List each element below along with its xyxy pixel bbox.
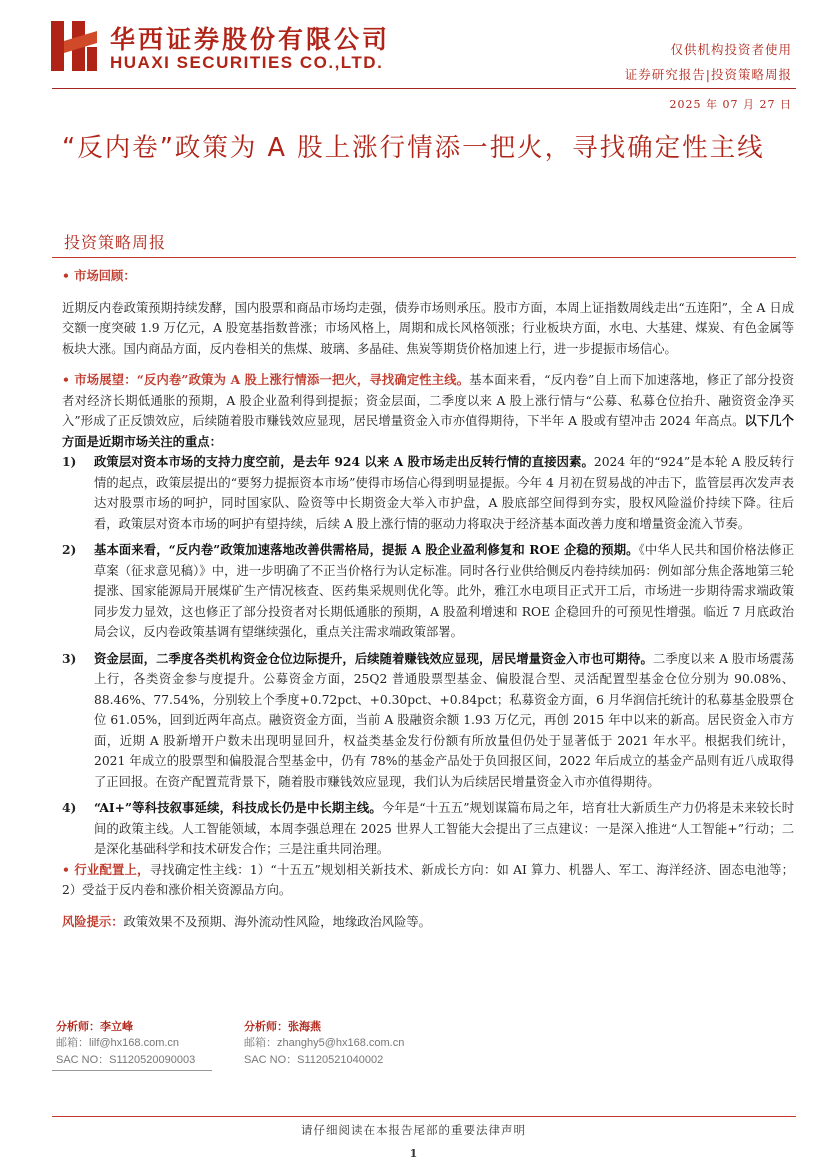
page-number: 1 (409, 1147, 418, 1160)
market-outlook-heading: • 市场展望：“反内卷”政策为 A 股上涨行情添一把火，寻找确定性主线。 (62, 372, 470, 387)
report-title: “反内卷”政策为 A 股上涨行情添一把火，寻找确定性主线 (62, 133, 765, 163)
market-outlook-paragraph (62, 370, 794, 452)
analyst-divider (52, 1070, 212, 1071)
brand-name-en: HUAXI SECURITIES CO.,LTD. (110, 53, 384, 72)
key-point-2: 2) 基本面来看，“反内卷”政策加速落地改善供需格局，提振 A 股企业盈利修复和 ROE 企稳的预期。《中华人民共和国价格法修正草案（征求意见稿）》中，进一步明确了不正当价格行为认定标准。同时各行业供给侧反内卷持续加码：例如部分焦企落地第三轮提涨、国家能源局开展煤矿生产情况核查、医药集采规则优化等。此外，雅江水电项目正式开工后，市场进一步期待需求端政策同步发力显效，这也修正了部分投资者对长期低通胀的预期，A 股盈利增速和 ROE 企稳回升的可预见性增强。临近 7 月底政治局会议，反内卷政策基调有望继续强化，重点关注需求端政策部署。 (62, 542, 794, 639)
huaxi-logo-icon (51, 21, 97, 71)
key-point-1: 1) 政策层对资本市场的支持力度空前，是去年 924 以来 A 股市场走出反转行情的直接因素。2024 年的“924”是本轮 A 股反转行情的起点，政策层提出的“要努力提振资本市场”使得市场信心得到明显提振。今年 4 月初在贸易战的冲击下，监管层再次发声表达对股票市场的呵护，同时国家队、险资等中长期资金大举入市护盘，A 股底部空间得到夯实，股权风险溢价持续下降。往后看，政策层对资本市场的呵护有望持续，后续 A 股上涨行情的驱动力将取决于经济基本面改善力度和增量资金流入节奏。 (62, 454, 794, 531)
analyst-email[interactable]: 邮箱：lilf@hx168.com.cn (56, 1037, 180, 1049)
key-point-4: 4) “AI+”等科技叙事延续，科技成长仍是中长期主线。今年是“十五五”规划谋篇布局之年，培育壮大新质生产力仍将是未来较长时间的政策主线。人工智能领域，本周李强总理在 2025 世界人工智能大会提出了三点建议：一是深入推进“人工智能+”行动；二是深化基础科学和技术研发合作；三是注重共同治理。 (62, 800, 794, 856)
analyst-name: 分析师：张海燕 (244, 1020, 321, 1033)
audience-tag: 仅供机构投资者使用 (670, 42, 792, 57)
key-point-3: 3) 资金层面，二季度各类机构资金仓位边际提升，后续随着赚钱效应显现，居民增量资金入市也可期待。二季度以来 A 股市场震荡上行，各类资金参与度提升。公募资金方面，25Q2 普通股票型基金、偏股混合型、灵活配置型基金仓位分别为 90.08%、88.46%、77.54%，分别较上个季度+0.72pct、+0.30pct、+0.84pct；私募资金方面，6 月华润信托统计的私募基金股票仓位 61.05%，回到近两年高点。融资资金方面，当前 A 股融资余额 1.93 万亿元，再创 2015 年中以来的新高。居民资金入市方面，近期 A 股新增开户数未出现明显回升，权益类基金发行份额有所放量但仍处于显著低于 2021 年水平。根据我们统计，2021 年成立的股票型和偏股混合型基金中，仍有 78%的基金产品处于负回报区间，2022 年后成立的基金产品则有近八成取得了正回报。在资产配置荒背景下，随着股市赚钱效应显现，我们认为后续居民增量资金入市亦值得期待。 (62, 650, 794, 789)
analyst-sac-number: SAC NO：S1120521040002 (244, 1054, 384, 1066)
key-points-intro: 以下几个方面是近期市场关注的重点： (62, 413, 794, 449)
header-divider (52, 88, 796, 89)
analyst-2 (244, 1018, 404, 1069)
title-divider (52, 257, 796, 258)
risk-warning: 风险提示：政策效果不及预期、海外流动性风险，地缘政治风险等。 (62, 913, 431, 929)
report-type-label: 投资策略周报 (64, 233, 167, 252)
analyst-name: 分析师：李立峰 (56, 1020, 133, 1033)
brand-name-cn: 华西证券股份有限公司 (110, 25, 391, 54)
industry-allocation: • 行业配置上，寻找确定性主线：1）“十五五”规划相关新技术、新成长方向：如 AI 算力、机器人、军工、海洋经济、固态电池等；2）受益于反内卷和涨价相关资源品方向。 (62, 861, 794, 897)
legal-disclaimer-note: 请仔细阅读在本报告尾部的重要法律声明 (301, 1123, 526, 1137)
report-body (62, 266, 794, 932)
analyst-sac-number: SAC NO：S1120520090003 (56, 1054, 196, 1066)
market-review-heading: • 市场回顾： (62, 268, 136, 283)
analyst-email[interactable]: 邮箱：zhanghy5@hx168.com.cn (244, 1037, 405, 1049)
market-outlook-text: 基本面来看，“反内卷”自上而下加速落地，修正了部分投资者对经济长期低通胀的预期，A 股企业盈利得到提振；资金层面，二季度以来 A 股上涨行情与“公募、私募仓位抬升、融资资金净买入”形成了正反馈效应，后续随着股市赚钱效应显现，居民增量资金入市亦值得期待，下半年 A 股或有望冲击 2024 年高点。 (62, 373, 794, 428)
report-date: 2025 年 07 月 27 日 (669, 98, 792, 111)
market-review-text: 近期反内卷政策预期持续发酵，国内股票和商品市场均走强，债券市场则承压。股市方面，本周上证指数周线走出“五连阳”，全 A 日成交额一度突破 1.9 万亿元，A 股宽基指数普涨；市场风格上，周期和成长风格领涨；行业板块方面，水电、大基建、煤炭、有色金属等板块大涨。国内商品方面，反内卷相关的焦煤、玻璃、多晶硅、焦炭等期货价格加速上行，进一步提振市场信心。 (62, 300, 794, 356)
footer-divider (52, 1116, 796, 1117)
analyst-1 (56, 1018, 195, 1069)
report-category-tag: 证券研究报告|投资策略周报 (624, 67, 792, 82)
